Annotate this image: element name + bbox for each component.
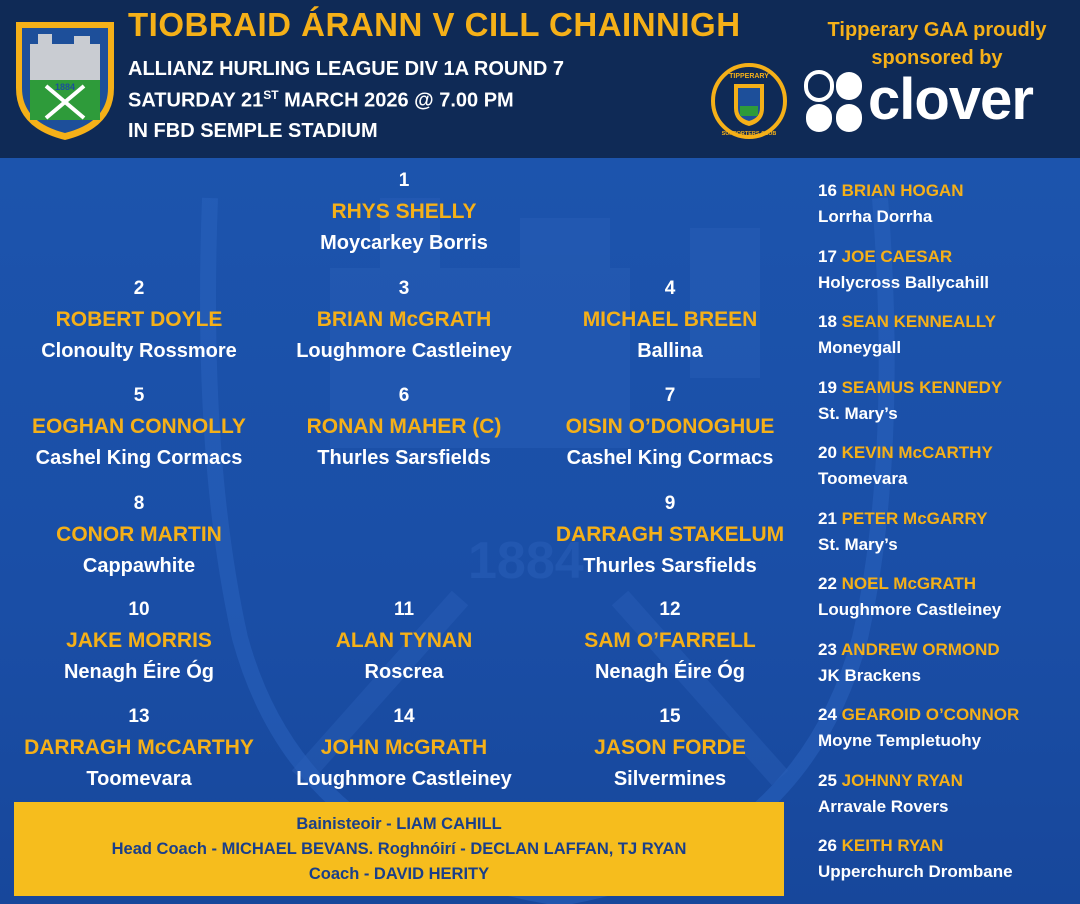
sub-26 <box>818 833 1078 899</box>
player-11 <box>269 595 539 687</box>
sub-23 <box>818 637 1078 703</box>
sub-number: 17 <box>818 246 837 266</box>
date-line: SATURDAY 21ST MARCH 2026 @ 7.00 PM <box>128 88 514 112</box>
sub-club: Toomevara <box>818 469 908 488</box>
player-13 <box>4 702 274 794</box>
player-4 <box>535 274 805 366</box>
sub-club: St. Mary’s <box>818 534 898 554</box>
player-number: 10 <box>128 599 150 620</box>
sub-club: Loughmore Castleiney <box>818 600 1002 619</box>
player-club: Thurles Sarsfields <box>317 447 491 469</box>
player-name: JOHN McGRATH <box>320 736 488 759</box>
sub-name: JOHNNY RYAN <box>841 770 963 790</box>
player-name: OISIN O’DONOGHUE <box>565 415 775 438</box>
sub-name: ANDREW ORMOND <box>841 639 1000 659</box>
player-club: Ballina <box>637 340 703 362</box>
sub-21 <box>818 506 1078 572</box>
management-box <box>14 802 784 896</box>
sub-club: Moneygall <box>818 338 902 357</box>
player-number: 12 <box>659 599 681 620</box>
player-6 <box>269 381 539 473</box>
player-name: ALAN TYNAN <box>335 629 473 652</box>
player-name: MICHAEL BREEN <box>582 308 758 331</box>
player-club: Thurles Sarsfields <box>583 555 757 577</box>
competition-line: ALLIANZ HURLING LEAGUE DIV 1A ROUND 7 <box>128 58 564 80</box>
sub-name: GEAROID O’CONNOR <box>841 705 1020 724</box>
sub-name: SEAMUS KENNEDY <box>841 377 1003 397</box>
player-number: 1 <box>398 170 410 191</box>
sub-number: 25 <box>818 770 837 790</box>
sub-club: Upperchurch Drombane <box>818 862 1013 881</box>
player-2 <box>4 274 274 366</box>
svg-text:TIPPERARY: TIPPERARY <box>729 73 769 80</box>
player-name: RONAN MAHER (C) <box>306 415 502 438</box>
sub-22 <box>818 571 1078 637</box>
sponsor-text <box>812 16 1062 72</box>
player-number: 6 <box>398 385 410 406</box>
sponsor-line2: sponsored by <box>871 47 1003 69</box>
player-club: Cashel King Cormacs <box>35 447 243 469</box>
sub-number: 26 <box>818 836 837 855</box>
sub-name: KEVIN McCARTHY <box>841 443 993 462</box>
sub-17 <box>818 244 1078 310</box>
player-name: BRIAN McGRATH <box>316 308 492 331</box>
supporters-club-logo-icon <box>710 62 788 140</box>
player-3 <box>269 274 539 366</box>
header-banner <box>0 0 1080 158</box>
sub-number: 19 <box>818 377 837 397</box>
sub-number: 18 <box>818 312 837 331</box>
sub-18 <box>818 309 1078 375</box>
sub-number: 16 <box>818 181 837 200</box>
sub-20 <box>818 440 1078 506</box>
player-name: EOGHAN CONNOLLY <box>32 415 246 438</box>
player-15 <box>535 702 805 794</box>
svg-text:1884: 1884 <box>54 82 76 92</box>
player-7 <box>535 381 805 473</box>
player-1 <box>269 166 539 258</box>
sub-16 <box>818 178 1078 244</box>
player-14 <box>269 702 539 794</box>
player-12 <box>535 595 805 687</box>
player-number: 2 <box>133 278 145 299</box>
player-number: 14 <box>393 706 415 727</box>
sub-club: Arravale Rovers <box>818 796 949 816</box>
player-name: DARRAGH STAKELUM <box>555 523 785 546</box>
sub-club: St. Mary’s <box>818 403 898 423</box>
sub-name: KEITH RYAN <box>841 836 944 855</box>
player-number: 7 <box>664 385 676 406</box>
player-name: SAM O’FARRELL <box>584 629 756 652</box>
player-number: 9 <box>664 493 676 514</box>
sub-number: 22 <box>818 574 837 593</box>
player-number: 15 <box>659 706 681 727</box>
player-club: Nenagh Éire Óg <box>63 661 215 683</box>
watermark-year: 1884 <box>468 532 584 590</box>
sub-club: Holycross Ballycahill <box>818 272 990 292</box>
sub-number: 24 <box>818 705 837 724</box>
player-number: 4 <box>664 278 676 299</box>
sub-club: Lorrha Dorrha <box>818 207 933 226</box>
player-9 <box>535 489 805 581</box>
player-number: 11 <box>393 599 415 620</box>
sub-19 <box>818 375 1078 441</box>
svg-text:SUPPORTERS CLUB: SUPPORTERS CLUB <box>721 131 777 137</box>
player-club: Roscrea <box>364 661 444 683</box>
player-club: Cashel King Cormacs <box>566 447 774 469</box>
player-8 <box>4 489 274 581</box>
player-club: Moycarkey Borris <box>320 232 488 254</box>
sub-24 <box>818 702 1078 768</box>
coach-line: Coach - DAVID HERITY <box>308 865 490 883</box>
player-name: RHYS SHELLY <box>331 200 477 223</box>
player-5 <box>4 381 274 473</box>
sub-number: 20 <box>818 443 837 462</box>
sub-club: Moyne Templetuohy <box>818 731 982 750</box>
player-10 <box>4 595 274 687</box>
player-club: Toomevara <box>86 768 192 790</box>
sub-name: BRIAN HOGAN <box>841 181 964 200</box>
sub-name: PETER McGARRY <box>841 508 988 528</box>
sub-number: 23 <box>818 639 837 659</box>
sub-name: JOE CAESAR <box>841 246 953 266</box>
manager-line: Bainisteoir - LIAM CAHILL <box>296 815 502 833</box>
substitutes-list <box>818 178 1078 899</box>
match-title: TIOBRAID ÁRANN V CILL CHAINNIGH <box>128 6 741 43</box>
player-name: ROBERT DOYLE <box>55 308 223 331</box>
player-club: Cappawhite <box>82 555 196 577</box>
sponsor-line1: Tipperary GAA proudly <box>827 19 1047 41</box>
sub-name: NOEL McGRATH <box>841 574 977 593</box>
sub-club: JK Brackens <box>818 665 922 685</box>
player-club: Clonoulty Rossmore <box>41 340 237 362</box>
sub-name: SEAN KENNEALLY <box>841 312 996 331</box>
player-name: JAKE MORRIS <box>66 629 212 652</box>
player-name: DARRAGH McCARTHY <box>24 736 254 759</box>
sub-number: 21 <box>818 508 837 528</box>
sponsor-name: clover <box>868 67 1033 132</box>
player-number: 13 <box>128 706 150 727</box>
tipperary-crest-icon <box>12 18 118 142</box>
player-name: JASON FORDE <box>594 736 746 759</box>
player-name: CONOR MARTIN <box>56 523 222 546</box>
coaches-line: Head Coach - MICHAEL BEVANS. Roghnóirí - DECLAN LAFFAN, TJ RYAN <box>111 840 687 858</box>
player-club: Loughmore Castleiney <box>296 768 512 790</box>
player-club: Nenagh Éire Óg <box>594 661 746 683</box>
player-number: 3 <box>398 278 410 299</box>
clover-logo-icon <box>804 70 864 136</box>
player-number: 5 <box>133 385 145 406</box>
player-club: Loughmore Castleiney <box>296 340 512 362</box>
sub-25 <box>818 768 1078 834</box>
player-club: Silvermines <box>613 768 727 790</box>
venue-line: IN FBD SEMPLE STADIUM <box>128 120 378 142</box>
player-number: 8 <box>133 493 145 514</box>
